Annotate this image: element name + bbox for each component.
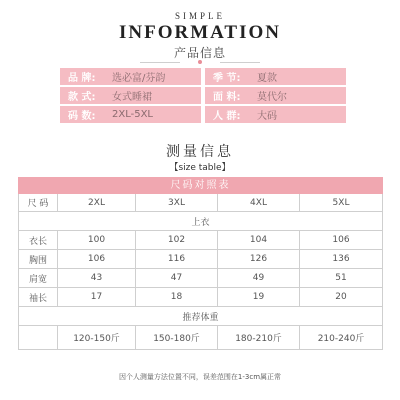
table-cell: 18: [135, 288, 217, 306]
header-dot-icon: [198, 60, 202, 64]
table-row: [18, 288, 383, 307]
row-label: 肩宽: [28, 274, 47, 285]
measure-subtitle: 【size table】: [169, 163, 231, 173]
table-cell: 102: [135, 231, 217, 249]
crowd-value: 大码: [257, 111, 277, 122]
row-label: 衣长: [28, 236, 47, 247]
product-info-subtitle: 产品信息: [173, 46, 226, 60]
product-info-block: [60, 68, 346, 125]
product-info-row: [60, 106, 346, 123]
brand-value: 选必富/芬韵: [112, 73, 166, 84]
product-info-cell-fabric: [205, 87, 346, 104]
table-cell: 100: [57, 231, 135, 249]
size-header-cell: 5XL: [299, 194, 382, 211]
weight-cell: 210-240斤: [299, 326, 382, 349]
brand-label: 品 牌:: [68, 73, 96, 84]
simple-label: SIMPLE: [174, 11, 225, 21]
weight-row-label: [19, 326, 57, 349]
table-cell: 104: [217, 231, 299, 249]
table-row-weights: [18, 326, 383, 350]
table-row: [18, 250, 383, 269]
table-cell: 116: [135, 250, 217, 268]
header-divider-right: [220, 62, 260, 63]
weight-cell: 120-150斤: [57, 326, 135, 349]
section-label-top: 上衣: [191, 217, 210, 228]
measurement-footnote: 因个人测量方法位置不同，误差范围在1-3cm属正常: [118, 373, 282, 381]
weight-cell: 150-180斤: [135, 326, 217, 349]
table-cell: 51: [299, 269, 382, 287]
fabric-label: 面 料:: [213, 92, 241, 103]
table-cell: 136: [299, 250, 382, 268]
measure-title: 测量信息: [166, 144, 234, 160]
table-cell: 17: [57, 288, 135, 306]
size-table-title: 尺码对照表: [18, 177, 383, 194]
style-label: 款 式:: [68, 92, 96, 103]
size-header-cell: 3XL: [135, 194, 217, 211]
information-title: INFORMATION: [118, 22, 282, 43]
table-cell: 106: [57, 250, 135, 268]
table-cell: 19: [217, 288, 299, 306]
table-row: [18, 269, 383, 288]
row-label: 袖长: [28, 293, 47, 304]
table-section-top: [18, 212, 383, 231]
product-info-cell-style: [60, 87, 201, 104]
crowd-label: 人 群:: [213, 111, 241, 122]
product-info-row: [60, 68, 346, 85]
fabric-value: 莫代尔: [257, 92, 287, 103]
table-cell: 49: [217, 269, 299, 287]
table-cell: 126: [217, 250, 299, 268]
size-value: 2XL-5XL: [112, 109, 154, 120]
header-divider-left: [140, 62, 180, 63]
season-value: 夏款: [257, 73, 277, 84]
row-label: 胸围: [28, 255, 47, 266]
season-label: 季 节:: [213, 73, 241, 84]
weight-cell: 180-210斤: [217, 326, 299, 349]
table-cell: 47: [135, 269, 217, 287]
size-header-label: 尺 码: [27, 199, 49, 209]
product-info-row: [60, 87, 346, 104]
product-info-cell-brand: [60, 68, 201, 85]
product-info-cell-season: [205, 68, 346, 85]
product-info-cell-crowd: [205, 106, 346, 123]
table-cell: 106: [299, 231, 382, 249]
section-label-weight: 推荐体重: [182, 312, 219, 323]
product-info-cell-size: [60, 106, 201, 123]
style-value: 女式睡裙: [112, 92, 152, 103]
table-row-sizes: [18, 194, 383, 212]
size-table: [18, 177, 383, 350]
table-cell: 43: [57, 269, 135, 287]
size-label: 码 数:: [68, 111, 96, 122]
table-section-weight: [18, 307, 383, 326]
size-header-cell: 2XL: [57, 194, 135, 211]
size-header-cell: 4XL: [217, 194, 299, 211]
table-row: [18, 231, 383, 250]
table-cell: 20: [299, 288, 382, 306]
